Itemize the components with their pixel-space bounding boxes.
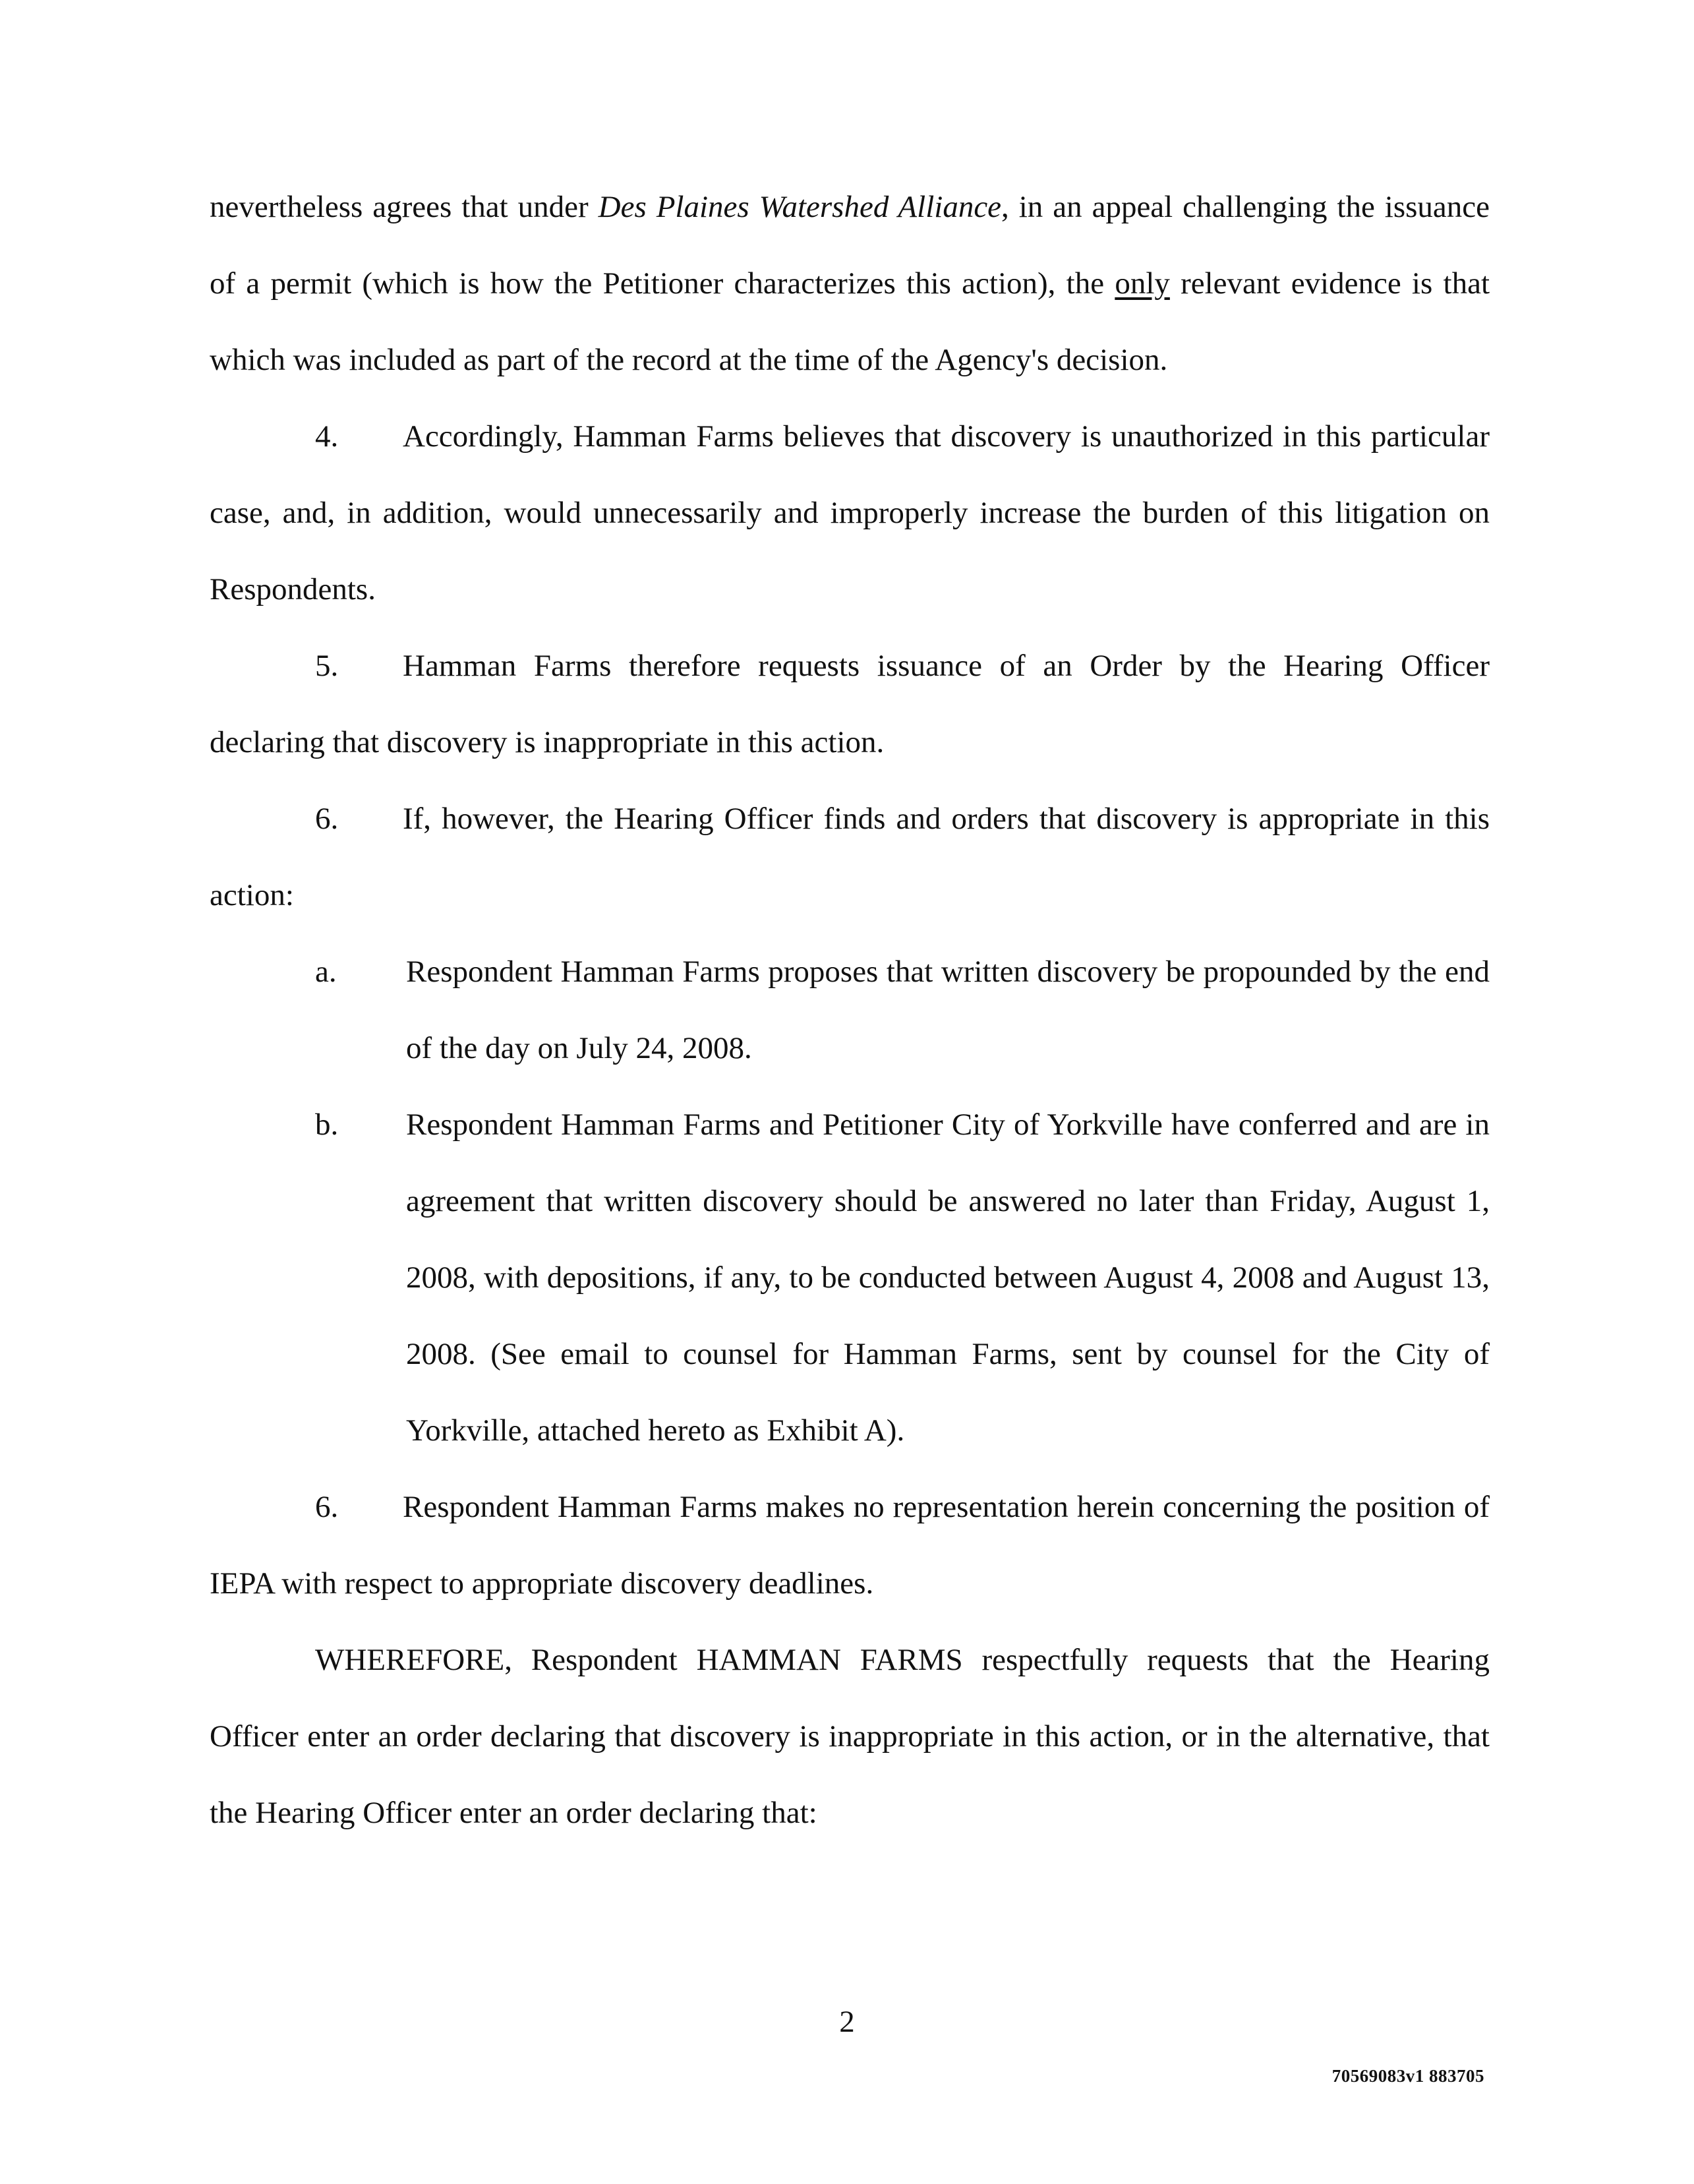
paragraph-number: 4.	[315, 419, 339, 454]
body-text	[210, 169, 1490, 1851]
text-run: nevertheless agrees that under	[210, 190, 599, 224]
subparagraph-text: Respondent Hamman Farms proposes that written discovery be propounded by the end of the day on July 24, 2008.	[406, 955, 1490, 1065]
paragraph-continuation	[210, 169, 1490, 398]
subparagraph-b	[210, 1086, 1490, 1469]
paragraph-text: Respondent Hamman Farms makes no representation herein concerning the position of IEPA with respect to appropriate discovery deadlines.	[210, 1490, 1490, 1601]
case-citation: Des Plaines Watershed Alliance	[598, 190, 1002, 224]
paragraph-number: 5.	[315, 649, 339, 683]
page-number: 2	[839, 2005, 855, 2039]
subparagraph-a	[210, 933, 1490, 1086]
paragraph-text: Accordingly, Hamman Farms believes that discovery is unauthorized in this particular case, and, in addition, would unnecessarily and improperly increase the burden of this litigation on Respondents.	[210, 419, 1490, 606]
paragraph-6-second	[210, 1469, 1490, 1622]
paragraph-number: 6.	[315, 1490, 339, 1524]
paragraph-5	[210, 628, 1490, 781]
text-run: relevant evidence is that which was included as part of the record at the time of the Agency's decision.	[210, 266, 1490, 377]
subparagraph-letter: a.	[315, 955, 337, 989]
wherefore-clause	[210, 1622, 1490, 1851]
paragraph-number: 6.	[315, 802, 339, 836]
subparagraph-letter: b.	[315, 1107, 339, 1142]
paragraph-4	[210, 398, 1490, 628]
emphasis-underline: only	[1115, 266, 1170, 301]
subparagraph-text: Respondent Hamman Farms and Petitioner City of Yorkville have conferred and are in agreement that written discovery should be answered no later than Friday, August 1, 2008, with depositions, if any, to be conducted between August 4, 2008 and August 13, 2008. (See email to counsel for Hamman Farms, sent by counsel for the City of Yorkville, attached hereto as Exhibit A).	[406, 1107, 1490, 1448]
paragraph-text: Hamman Farms therefore requests issuance of an Order by the Hearing Officer declaring that discovery is inappropriate in this action.	[210, 649, 1490, 759]
paragraph-6	[210, 781, 1490, 933]
paragraph-text: WHEREFORE, Respondent HAMMAN FARMS respectfully requests that the Hearing Officer enter an order declaring that discovery is inappropriate in this action, or in the alternative, that the Hearing Officer enter an order declaring that:	[210, 1643, 1490, 1830]
text-run: , in an appeal challenging the issuance of a permit (which is how the Petitioner characterizes this action), the	[210, 190, 1490, 301]
paragraph-text: If, however, the Hearing Officer finds and orders that discovery is appropriate in this action:	[210, 802, 1490, 912]
document-id: 70569083v1 883705	[1331, 2066, 1484, 2086]
